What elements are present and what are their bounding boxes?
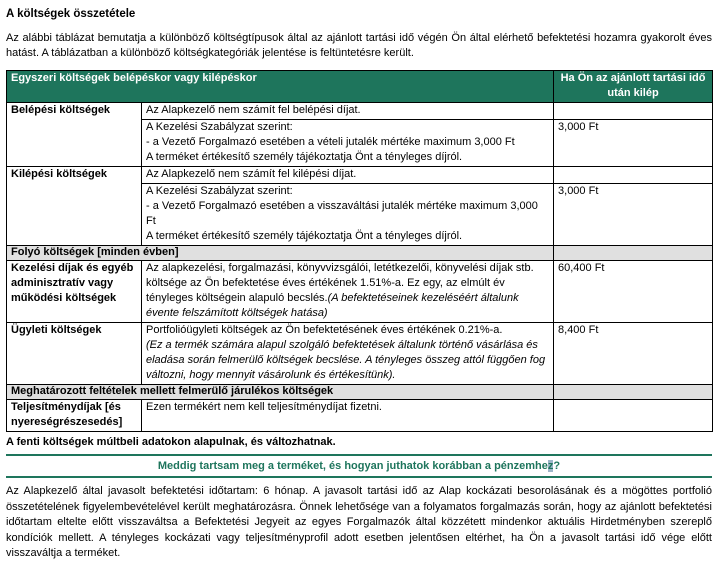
holding-period-heading (6, 459, 712, 473)
transaction-desc-text: Portfolióügyleti költségek az Ön befektetésének éves értékének 0.21%-a. (146, 324, 503, 336)
performance-fee-label: Teljesítménydíjak [és nyereségrészesedés] (7, 400, 142, 432)
exit-costs-no-fee-value (554, 167, 713, 184)
management-desc-text: Az alapkezelési, forgalmazási, könyvvizsgálói, letétkezelői, könyvelési díjak stb. költsége az Ön befektetése éves értékének 1.51%-a. Ez egy, az elmúlt év tényleges költségein alapuló becslés. (146, 262, 534, 304)
section-row-ongoing-costs (7, 246, 713, 261)
ongoing-costs-section-label: Folyó költségek [minden évben] (7, 246, 554, 261)
table-row (7, 261, 713, 323)
exit-policy-line1: A Kezelési Szabályzat szerint: (146, 185, 293, 197)
exit-costs-value: 3,000 Ft (554, 184, 713, 246)
performance-fee-value (554, 400, 713, 432)
costs-footnote: A fenti költségek múltbeli adatokon alapulnak, és változhatnak. (6, 436, 336, 448)
entry-costs-value: 3,000 Ft (554, 120, 713, 167)
exit-policy-line3: A terméket értékesítő személy tájékoztatja Önt a tényleges díjról. (146, 230, 463, 242)
section-row-incidental-costs (7, 385, 713, 400)
exit-policy-line2: - a Vezető Forgalmazó esetében a visszaváltási jutalék mértéke maximum 3,000 Ft (146, 200, 538, 227)
entry-policy-line2: - a Vezető Forgalmazó esetében a vételi jutalék mértéke maximum 3,000 Ft (146, 136, 515, 148)
entry-costs-policy-desc (142, 120, 554, 167)
entry-costs-label: Belépési költségek (7, 103, 142, 167)
incidental-costs-section-empty (554, 385, 713, 400)
table-row (7, 400, 713, 432)
transaction-costs-desc (142, 323, 554, 385)
exit-costs-policy-desc (142, 184, 554, 246)
table-row (7, 323, 713, 385)
divider-line-bottom (6, 476, 712, 478)
entry-costs-no-fee-value (554, 103, 713, 120)
table-header-one-off-costs: Egyszeri költségek belépéskor vagy kilépéskor (7, 71, 554, 103)
table-row (7, 167, 713, 184)
entry-costs-no-fee-desc: Az Alapkezelő nem számít fel belépési díjat. (142, 103, 554, 120)
divider-line-top (6, 454, 712, 456)
ongoing-costs-section-empty (554, 246, 713, 261)
entry-policy-line1: A Kezelési Szabályzat szerint: (146, 121, 293, 133)
holding-period-paragraph: Az Alapkezelő által javasolt befektetési időtartam: 6 hónap. A javasolt tartási idő az Alap kockázati besorolásának és a mögöttes portfolió összetételének figyelembevételével került meghatározásra. Önnek lehetősége van a folyamatos forgalmazás során, hogy az ajánlott befektetési időtartam eltelte előtt visszaváltsa a Befektetési Jegyeit az egyes Forgalmazók által közzétett mindenkor aktuális Hirdetményben szereplő kondíciók mellett. A tényleges kockázati vagy teljesítményprofil adott esetben jelentősen eltérhet, ha Ön a javasolt tartási idő vége előtt visszaváltja a terméket. (6, 485, 712, 559)
heading-question-mark: ? (553, 460, 561, 472)
selection-highlight: z (547, 460, 554, 472)
exit-costs-label: Kilépési költségek (7, 167, 142, 246)
management-costs-desc (142, 261, 554, 323)
table-row (7, 103, 713, 120)
incidental-costs-section-label: Meghatározott feltételek mellett felmerülő járulékos költségek (7, 385, 554, 400)
management-costs-label: Kezelési díjak és egyéb adminisztratív vagy működési költségek (7, 261, 142, 323)
transaction-costs-label: Ügyleti költségek (7, 323, 142, 385)
performance-fee-desc: Ezen termékért nem kell teljesítménydíjat fizetni. (142, 400, 554, 432)
management-desc-italic: (A befektetéseinek kezeléséért általunk évente felszámított költségek hatása) (146, 292, 519, 319)
cost-table (6, 70, 713, 432)
transaction-desc-italic: (Ez a termék számára alapul szolgáló befektetések általunk történő vásárlása és eladása során felmerülő költségek becslése. A tényleges összeg attól függően fog változni, hogy mennyit vásárolunk és értékesítünk). (146, 339, 546, 381)
page-title: A költségek összetétele (6, 8, 136, 20)
intro-paragraph: Az alábbi táblázat bemutatja a különböző költségtípusok által az ajánlott tartási idő végén Ön által elérhető befektetési hozamra gyakorolt éves hatást. A táblázatban a különböző költségkategóriák jelentése is feltüntetésre került. (6, 32, 712, 59)
entry-policy-line3: A terméket értékesítő személy tájékoztatja Önt a tényleges díjról. (146, 151, 463, 163)
table-header-exit-after-holding: Ha Ön az ajánlott tartási idő után kilép (554, 71, 713, 103)
management-costs-value: 60,400 Ft (554, 261, 713, 323)
exit-costs-no-fee-desc: Az Alapkezelő nem számít fel kilépési díjat. (142, 167, 554, 184)
heading-text: Meddig tartsam meg a terméket, és hogyan juthatok korábban a pénzemhe (157, 460, 548, 472)
table-header-row (7, 71, 713, 103)
transaction-costs-value: 8,400 Ft (554, 323, 713, 385)
